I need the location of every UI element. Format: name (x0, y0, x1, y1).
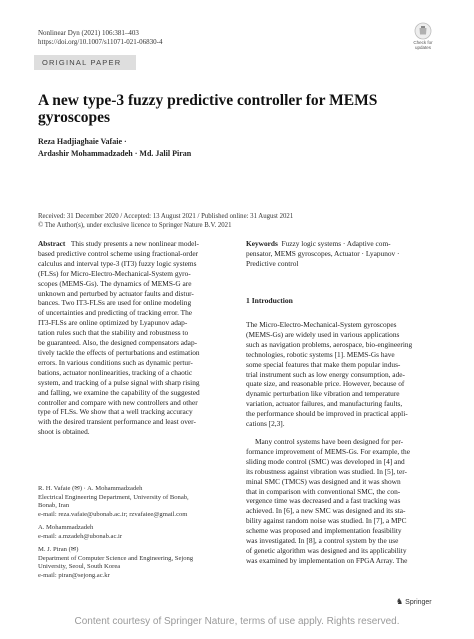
paragraph-line: variation, actuator failures, and manufacturing faults, (246, 399, 403, 409)
affiliation-line: University, Seoul, South Korea (38, 563, 121, 571)
paragraph-line: that in comparison with conventional SMC, the con- (246, 486, 401, 496)
abstract-heading: Abstract (38, 239, 66, 248)
paragraph-line: its robustness against vibration was studied. In [5], ter- (246, 466, 407, 476)
introduction-paragraph-1 (246, 320, 442, 429)
check-updates-icon (414, 22, 432, 40)
abstract-line: type of FLSs. We show that a well tracking accuracy (38, 407, 193, 417)
affiliation-line: R. H. Vafaie (✉) · A. Mohammadzadeh (38, 485, 143, 492)
received-dates: Received: 31 December 2020 / Accepted: 13 August 2021 / Published online: 31 August 2021 (38, 213, 294, 220)
abstract-line: controller and compare with new controllers and other (38, 397, 198, 407)
introduction-paragraph-2 (246, 437, 442, 566)
affiliation-line: Department of Computer Science and Engineering, Sejong (38, 554, 194, 562)
abstract-line: (FLSs) for Micro-Electro-Mechanical-System gyro- (38, 268, 191, 278)
publisher-name: Springer (405, 599, 432, 606)
paragraph-line: such as navigation problems, aerospace, bio-engineering (246, 339, 413, 349)
paragraph-line: Many control systems have been designed for per- (255, 437, 404, 446)
abstract-line: tation rules such that the stability and robustness to (38, 328, 189, 338)
publisher-logo (396, 597, 432, 606)
paragraph-line: of genetic algorithm was designed and its applicability (246, 545, 407, 555)
paragraph-line: vergence time was decreased and a fast tracking was (246, 496, 401, 506)
paragraph-line: formance improvement of MEMS-Gs. For example, the (246, 446, 410, 456)
abstract-line: of uncertainties and predicting of tracking error. The (38, 308, 193, 318)
affiliation-mohammadzadeh (38, 524, 238, 541)
abstract-line: This study presents a new nonlinear model- (70, 239, 199, 248)
keywords-line: pensator, MEMS gyroscopes, Actuator · Lyapunov · (246, 248, 400, 258)
article-title-line: gyroscopes (38, 109, 111, 126)
affiliation-piran (38, 546, 238, 581)
keywords-heading: Keywords (246, 239, 278, 248)
check-updates-label: Check for updates (413, 40, 433, 50)
article-type-banner (34, 55, 136, 70)
doi-link[interactable]: https://doi.org/10.1007/s11071-021-06830-4 (38, 38, 163, 46)
keywords-line: Fuzzy logic systems · Adaptive com- (281, 239, 391, 248)
paragraph-line: was investigated. In [8], a control system by the use (246, 536, 399, 546)
affiliation-line: M. J. Piran (✉) (38, 546, 79, 553)
abstract-line: unknown and perturbed by actuator faults and distur- (38, 288, 194, 298)
abstract-line: bances. Two IT3-FLSs are used for online modeling (38, 298, 192, 308)
paragraph-line: quate size, and reasonable price. However, because of (246, 379, 405, 389)
email-line[interactable]: e-mail: piran@sejong.ac.kr (38, 572, 110, 580)
paragraph-line: The Micro-Electro-Mechanical-System gyroscopes (246, 320, 397, 329)
springer-horse-icon: ♞ (396, 597, 404, 606)
keywords-line: Predictive control (246, 258, 299, 268)
paragraph-line: sliding mode control (SMC) was developed in [4] and (246, 456, 405, 466)
paragraph-line: was examined by implementation on FPGA Array. The (246, 555, 408, 565)
abstract-line: IT3-FLSs are online optimized by Lyapunov adap- (38, 318, 188, 328)
paragraph-line: scheme was proposed and implementation feasibility (246, 526, 402, 536)
page-footer: Content courtesy of Springer Nature, terms of use apply. Rights reserved. (74, 616, 400, 627)
paragraph-line: cations [2,3]. (246, 419, 285, 429)
email-line[interactable]: e-mail: reza.vafaie@ubonab.ac.ir; rzvafaiee@gmail.com (38, 511, 188, 519)
check-for-updates-badge[interactable] (405, 22, 441, 52)
author-line: Reza Hadjiaghaie Vafaie · (38, 137, 127, 146)
abstract-line: scopes (MEMS-Gs). The dynamics of MEMS-G are (38, 278, 192, 288)
paragraph-line: achieved. In [6], a new SMC was designed and its sta- (246, 506, 406, 516)
paragraph-line: bility against random noise was studied. In [7], a MPC (246, 516, 407, 526)
abstract-line: with the desired transient performance and least over- (38, 417, 196, 427)
abstract-line: and falling, we examine the capability of the suggested (38, 387, 200, 397)
section-heading-introduction: 1 Introduction (246, 296, 293, 305)
abstract (38, 239, 233, 437)
affiliation-vafaie (38, 485, 238, 520)
paragraph-line: some special features that make them popular indus- (246, 359, 401, 369)
article-title (38, 92, 398, 126)
journal-citation: Nonlinear Dyn (2021) 106:381–403 (38, 29, 139, 37)
paragraph-line: trial instrument such as low energy consumption, ade- (246, 369, 405, 379)
abstract-line: based predictive control scheme using fractional-order (38, 248, 199, 258)
paragraph-line: (MEMS-Gs) are widely used in various applications (246, 329, 400, 339)
article-title-line: A new type-3 fuzzy predictive controller for MEMS (38, 92, 378, 109)
email-line[interactable]: e-mail: a.mzadeh@ubonab.ac.ir (38, 532, 123, 540)
abstract-line: bations, actuator nonlinearities, tracking of a chaotic (38, 367, 193, 377)
abstract-line: calculus and interval type-3 (IT3) fuzzy logic systems (38, 258, 197, 268)
abstract-line: tively tackle the effects of perturbations and estimation (38, 347, 200, 357)
affiliation-line: Electrical Engineering Department, University of Bonab, (38, 493, 189, 501)
keywords (246, 239, 442, 269)
copyright-line: © The Author(s), under exclusive licence to Springer Nature B.V. 2021 (38, 222, 232, 229)
abstract-line: be guaranteed. Also, the designed compensators adap- (38, 338, 198, 348)
paragraph-line: technologies, robotic systems [1]. MEMS-Gs have (246, 349, 395, 359)
paragraph-line: minal SMC (TMCS) was designed and it was shown (246, 476, 401, 486)
author-line: Ardashir Mohammadzadeh · Md. Jalil Piran (38, 149, 192, 158)
abstract-line: system, and tracking of a pulse signal with sharp rising (38, 377, 200, 387)
article-type-label: ORIGINAL PAPER (42, 58, 122, 67)
paragraph-line: the performance should be improved in practical appli- (246, 409, 408, 419)
affiliation-line: Bonab, Iran (38, 502, 70, 510)
abstract-line: errors. In various conditions such as dynamic pertur- (38, 357, 193, 367)
affiliation-line: A. Mohammadzadeh (38, 524, 94, 531)
paragraph-line: dynamic perturbation like vibration and temperature (246, 389, 400, 399)
abstract-line: shoot is obtained. (38, 427, 90, 437)
